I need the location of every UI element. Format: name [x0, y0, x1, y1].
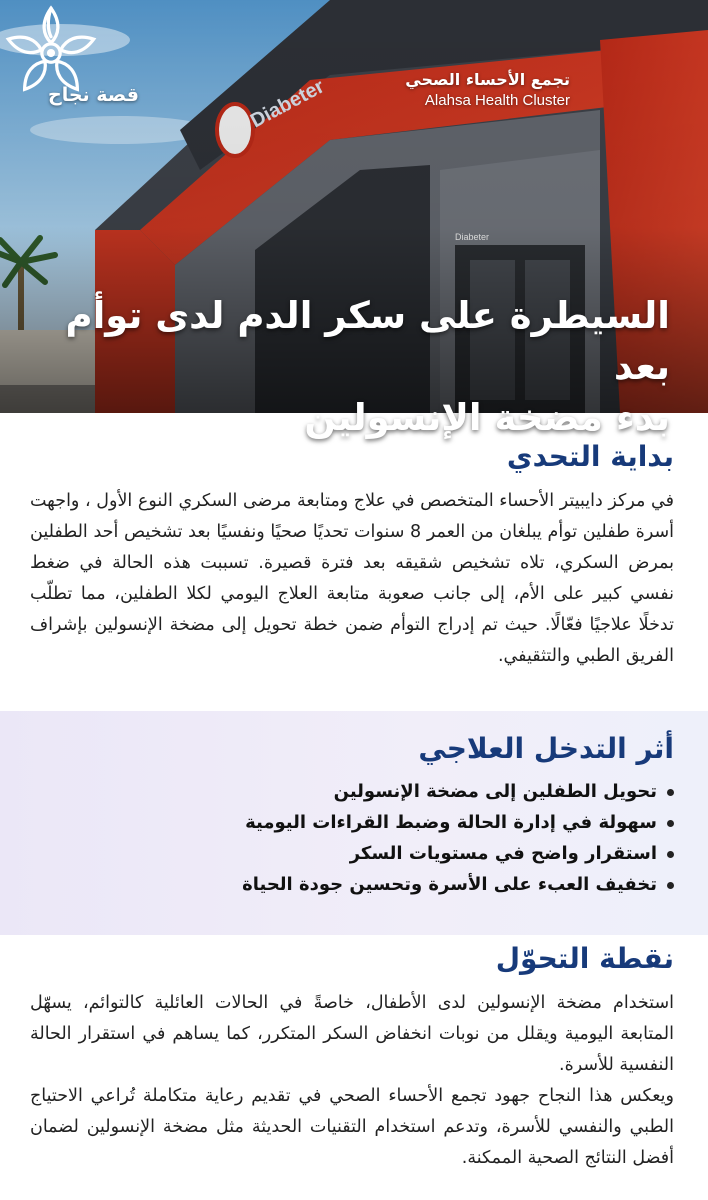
impact-list — [30, 776, 674, 900]
logo-text-arabic: تجمع الأحساء الصحي — [405, 70, 570, 89]
section-challenge-title: بداية التحدي — [506, 440, 674, 473]
bullet-icon — [667, 820, 674, 827]
bullet-icon — [667, 851, 674, 858]
list-item: تحويل الطفلين إلى مضخة الإنسولين — [30, 776, 674, 807]
section-turning-point-title: نقطة التحوّل — [495, 942, 674, 975]
section-turning-point-body-1: استخدام مضخة الإنسولين لدى الأطفال، خاصةً في الحالات العائلية كالتوائم، يسهّل المتابعة اليومية ويقلل من نوبات انخفاض السكر المتكرر، كما يساهم في استقرار الحالة النفسية للأسرة. — [30, 993, 674, 1075]
list-item: تخفيف العبء على الأسرة وتحسين جودة الحياة — [30, 869, 674, 900]
section-turning-point-body-2: ويعكس هذا النجاح جهود تجمع الأحساء الصحي في تقديم رعاية متكاملة تُراعي الاحتياج الطبي والنفسي للأسرة، وتدعم استخدام التقنيات الحديثة مثل مضخة الإنسولين لضمان أفضل النتائج الصحية الممكنة. — [30, 1086, 674, 1168]
hero-title — [30, 290, 670, 443]
list-item: استقرار واضح في مستويات السكر — [30, 838, 674, 869]
section-impact — [0, 730, 708, 900]
bullet-icon — [667, 882, 674, 889]
cluster-logo-icon — [0, 0, 102, 102]
logo-text-english: Alahsa Health Cluster — [424, 92, 570, 109]
hero-title-line-2: بدء مضخة الإنسولين — [304, 396, 670, 439]
hero-title-line-1: السيطرة على سكر الدم لدى توأم بعد — [65, 294, 670, 388]
list-item: سهولة في إدارة الحالة وضبط القراءات اليومية — [30, 807, 674, 838]
story-tag: قصة نجاح — [48, 84, 139, 106]
section-impact-title: أثر التدخل العلاجي — [418, 732, 674, 765]
section-challenge-body: في مركز دايبيتر الأحساء المتخصص في علاج ومتابعة مرضى السكري النوع الأول ، واجهت أسرة طفلين توأم يبلغان من العمر 8 سنوات تحديًا صحيًا ونفسيًا بعد تشخيص أحد الطفلين بمرض السكري، تلاه تشخيص شقيقه بعد فترة قصيرة. تسببت هذه الحالة في ضغط نفسي كبير على الأم، إلى جانب صعوبة متابعة العلاج اليومي لكلا الطفلين، مما تطلّب تدخلًا علاجيًا فعّالًا. حيث تم إدراج التوأم ضمن خطة تحويل إلى مضخة الإنسولين بإشراف الفريق الطبي والتثقيفي. — [30, 491, 674, 666]
section-turning-point — [0, 940, 708, 1174]
hero-banner — [0, 0, 708, 439]
section-challenge — [0, 438, 708, 672]
bullet-icon — [667, 789, 674, 796]
